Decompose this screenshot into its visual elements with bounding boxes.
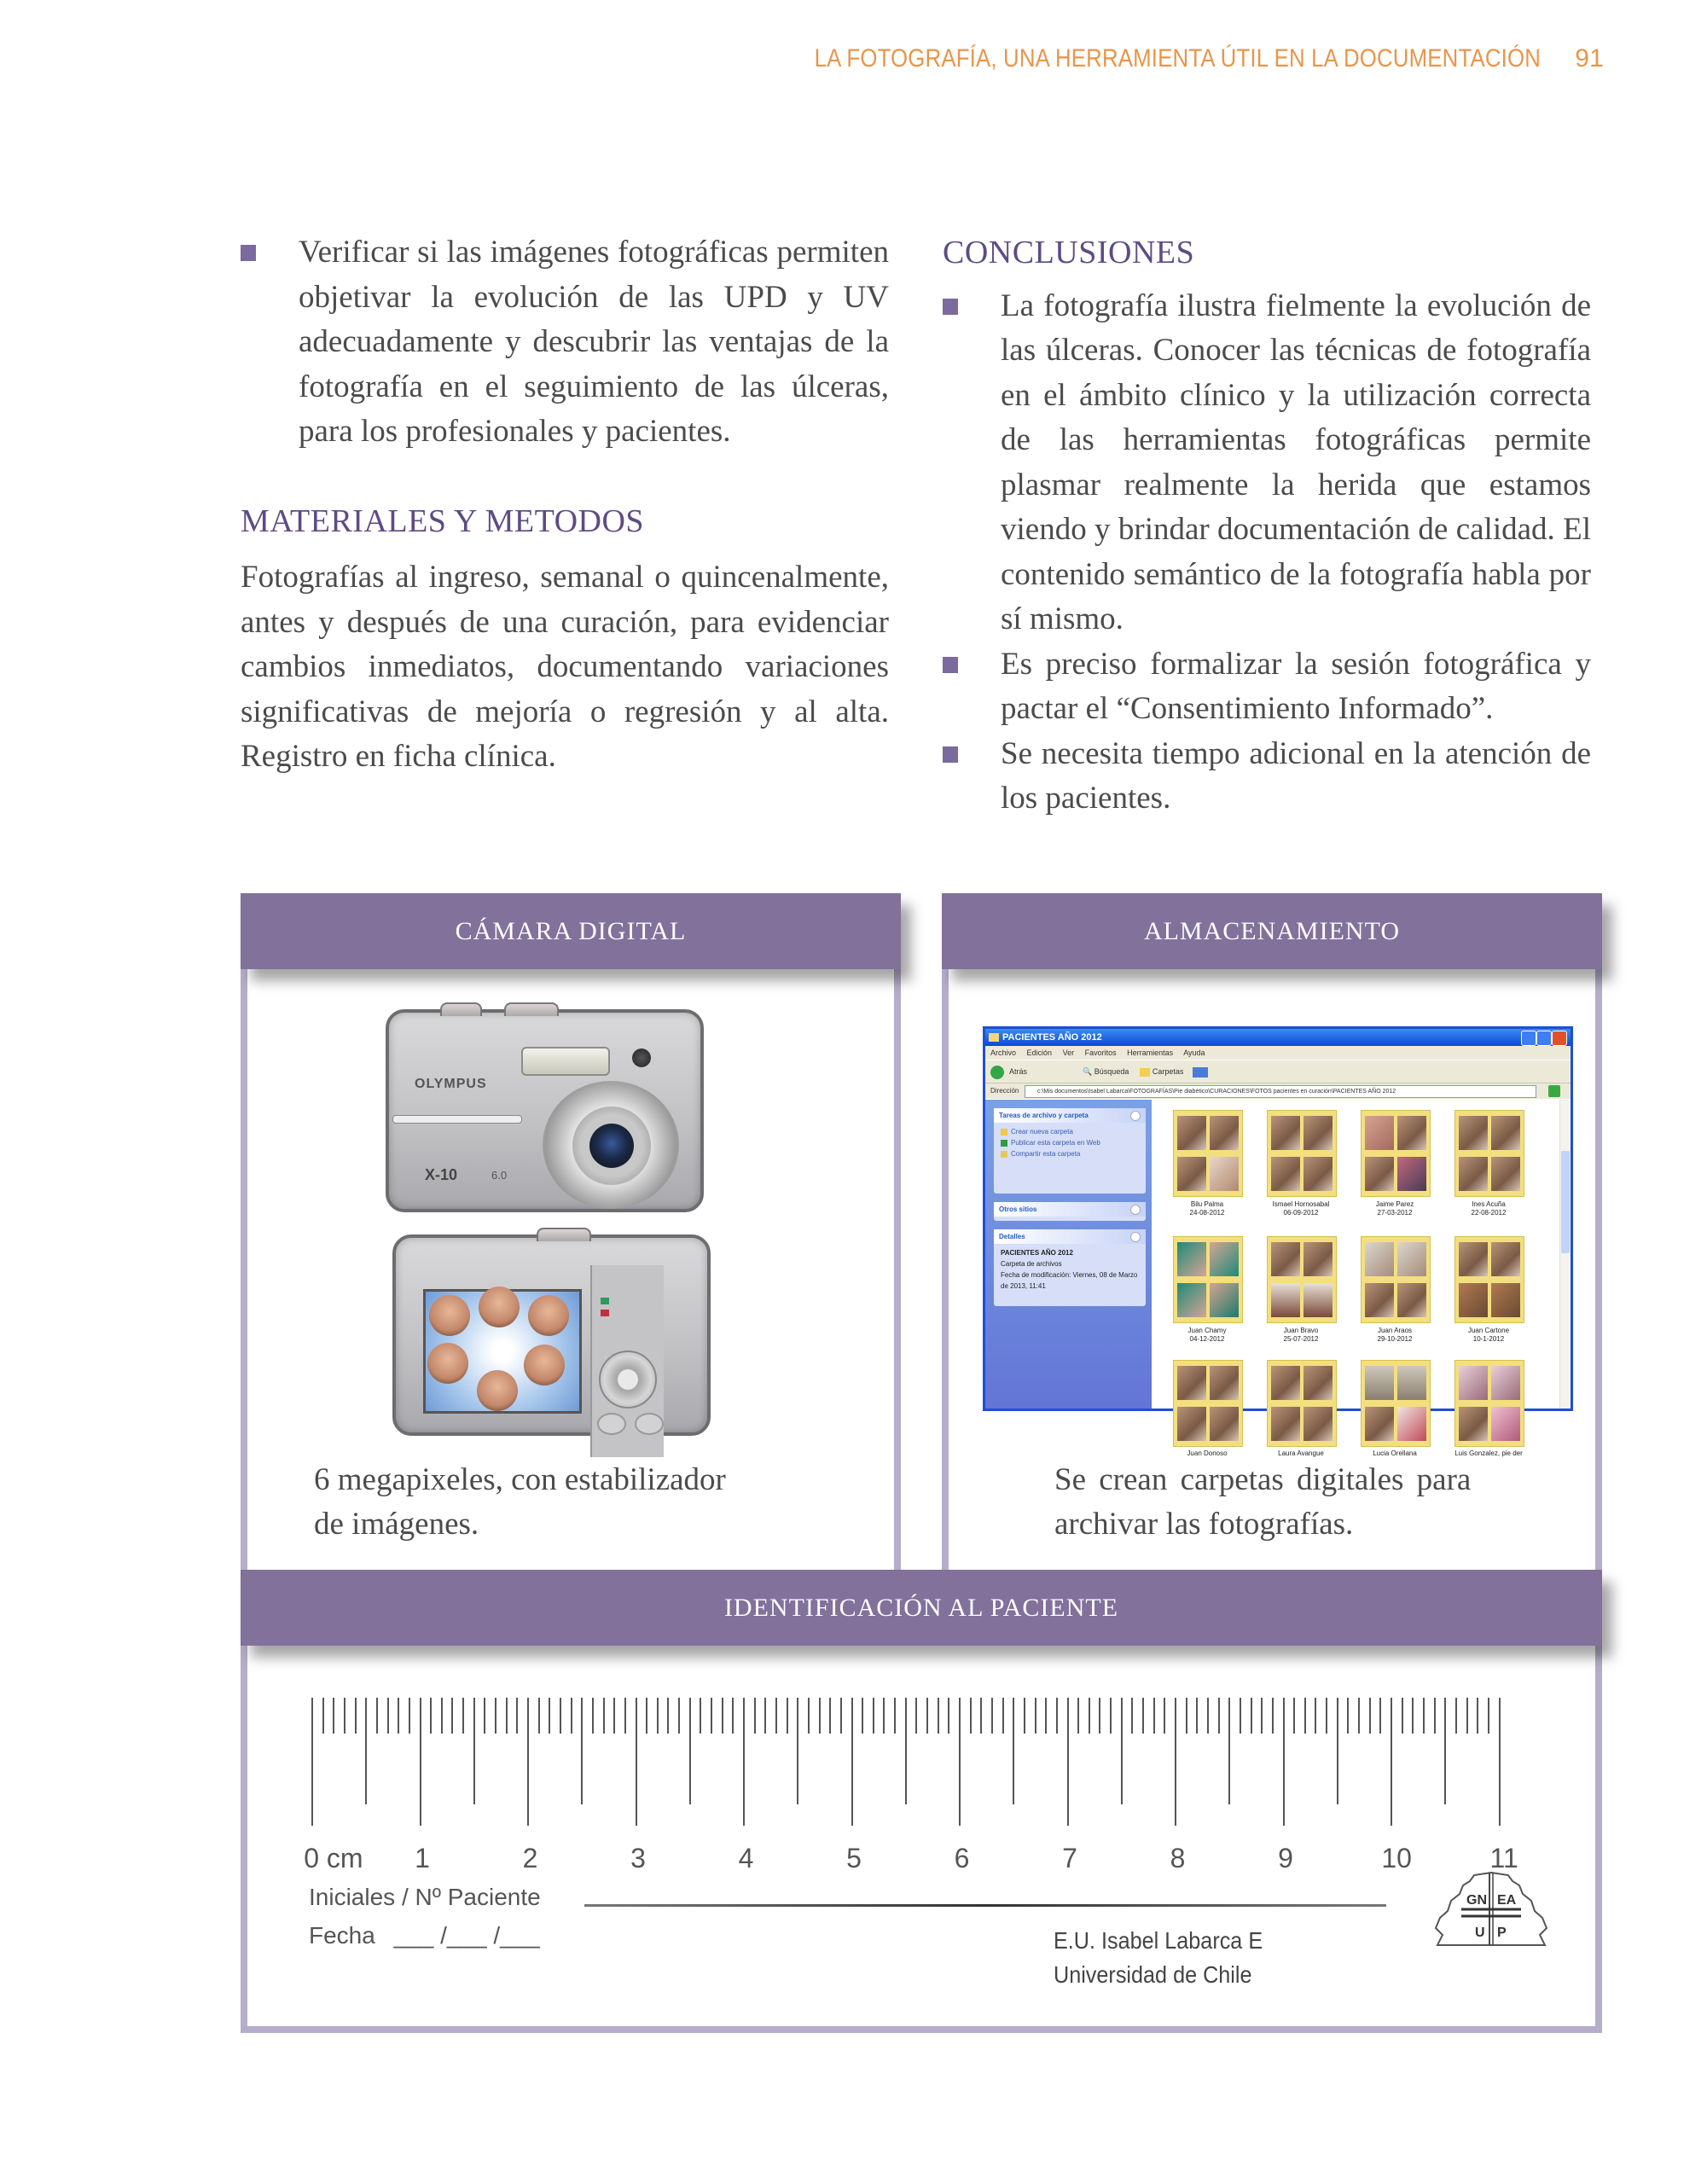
ruler-tick bbox=[1337, 1698, 1338, 1804]
ruler-tick bbox=[840, 1698, 842, 1734]
task-pane-title: Tareas de archivo y carpeta bbox=[999, 1112, 1089, 1119]
ruler-tick bbox=[484, 1698, 485, 1734]
task-pane-body bbox=[994, 1123, 1146, 1163]
page-number: 91 bbox=[1575, 44, 1604, 73]
ruler-tick bbox=[915, 1698, 917, 1734]
ruler-label: 2 bbox=[522, 1843, 538, 1873]
task-link: Crear nueva carpeta bbox=[1011, 1128, 1073, 1136]
ruler-tick bbox=[1228, 1698, 1230, 1804]
ruler-tick bbox=[1391, 1698, 1392, 1826]
ruler-tick bbox=[1056, 1698, 1058, 1734]
gnea-logo-icon bbox=[1427, 1868, 1555, 1954]
ruler-tick bbox=[1347, 1698, 1349, 1734]
camera-front-image bbox=[386, 1009, 704, 1212]
camera-box-header bbox=[241, 893, 901, 969]
chevron-up-icon bbox=[1130, 1232, 1141, 1242]
ruler-tick bbox=[560, 1698, 561, 1734]
chevron-down-icon bbox=[1130, 1205, 1141, 1215]
ruler-tick bbox=[883, 1698, 885, 1734]
ruler-tick bbox=[1110, 1698, 1112, 1734]
ruler-tick bbox=[1293, 1698, 1295, 1734]
ruler-label: 4 bbox=[738, 1843, 754, 1873]
ruler-tick bbox=[1488, 1698, 1489, 1734]
folder-thumbnail bbox=[1361, 1236, 1431, 1323]
folder-thumbnail bbox=[1454, 1360, 1524, 1447]
ruler-tick bbox=[1402, 1698, 1403, 1734]
folder-thumbnail bbox=[1173, 1236, 1243, 1323]
svg-text:P: P bbox=[1497, 1926, 1507, 1940]
folder-label: Jaime Parez 27-03-2012 bbox=[1375, 1200, 1414, 1217]
task-pane bbox=[985, 1100, 1152, 1409]
ruler-tick bbox=[1218, 1698, 1220, 1734]
ruler-tick bbox=[1369, 1698, 1371, 1734]
ruler-tick bbox=[516, 1698, 518, 1734]
task-pane-header bbox=[994, 1229, 1146, 1244]
ruler-tick bbox=[743, 1698, 745, 1826]
ruler-tick bbox=[646, 1698, 647, 1734]
folder-label: Bilu Palma 24-08-2012 bbox=[1189, 1200, 1225, 1217]
ruler-tick bbox=[603, 1698, 605, 1734]
maximize-icon bbox=[1536, 1031, 1552, 1046]
ruler-tick bbox=[851, 1698, 853, 1826]
ruler-tick bbox=[711, 1698, 712, 1734]
storage-box-title: ALMACENAMIENTO bbox=[1143, 917, 1401, 945]
vertical-scrollbar bbox=[1559, 1100, 1571, 1409]
folder-thumbnail bbox=[1173, 1110, 1243, 1197]
folder-icon bbox=[989, 1033, 999, 1042]
ruler-label: 1 bbox=[415, 1843, 430, 1873]
task-pane-title: Otros sitios bbox=[999, 1205, 1037, 1213]
ruler-tick bbox=[938, 1698, 939, 1734]
ruler-tick bbox=[819, 1698, 821, 1734]
materials-title: MATERIALES Y METODOS bbox=[241, 502, 645, 539]
ruler-tick bbox=[549, 1698, 550, 1734]
address-bar bbox=[985, 1083, 1571, 1099]
conclusion-bullet bbox=[943, 732, 1591, 822]
ruler-tick bbox=[420, 1698, 421, 1826]
ruler-tick bbox=[365, 1698, 367, 1804]
ruler-tick bbox=[1089, 1698, 1090, 1734]
identification-box-header bbox=[241, 1570, 1602, 1646]
initials-label: Iniciales / Nº Paciente bbox=[309, 1884, 541, 1910]
ruler-tick bbox=[1272, 1698, 1274, 1734]
folder-label: Lucia Orellana bbox=[1373, 1449, 1417, 1457]
folder-label: Laura Avangue bbox=[1278, 1449, 1324, 1457]
folder-thumbnail bbox=[1361, 1110, 1431, 1197]
ruler-tick bbox=[613, 1698, 615, 1734]
task-pane-title: Detalles bbox=[999, 1233, 1025, 1240]
svg-text:U: U bbox=[1475, 1926, 1485, 1940]
face-image bbox=[528, 1295, 569, 1336]
minimize-icon bbox=[1521, 1031, 1536, 1046]
running-head bbox=[0, 44, 1604, 73]
ruler-tick bbox=[1002, 1698, 1004, 1734]
ruler-tick bbox=[657, 1698, 659, 1734]
ruler-label: 3 bbox=[630, 1843, 646, 1873]
ruler-tick bbox=[948, 1698, 949, 1734]
lens-glass bbox=[589, 1124, 634, 1168]
mode-dial-icon bbox=[504, 1002, 559, 1016]
camera-box-title: CÁMARA DIGITAL bbox=[455, 917, 687, 945]
task-pane-file-tasks bbox=[994, 1108, 1146, 1194]
publish-web-icon bbox=[1001, 1140, 1007, 1147]
ruler-tick bbox=[1186, 1698, 1187, 1734]
ruler-tick bbox=[1477, 1698, 1478, 1734]
menu-item: Favoritos bbox=[1084, 1048, 1117, 1057]
dpad-icon bbox=[599, 1350, 657, 1409]
square-bullet-icon bbox=[943, 746, 958, 763]
ruler-tick bbox=[1024, 1698, 1025, 1734]
toolbar-search: Búsqueda bbox=[1094, 1067, 1129, 1076]
address-field: c:\Mis documentos\Isabel Labarca\FOTOGRAFÍAS\Pie diabético\CURACIONES\FOTOS pacientes en curación\PACIENTES AÑO 2012 bbox=[1025, 1085, 1536, 1098]
lcd-screen bbox=[423, 1289, 582, 1414]
ruler-tick bbox=[1444, 1698, 1446, 1804]
ruler-tick bbox=[926, 1698, 928, 1734]
author-signature bbox=[1054, 1924, 1263, 1992]
ruler-tick bbox=[333, 1698, 334, 1734]
ruler-tick bbox=[1499, 1698, 1501, 1826]
ruler-tick bbox=[787, 1698, 788, 1734]
running-head-title: LA FOTOGRAFÍA, UNA HERRAMIENTA ÚTIL EN LA DOCUMENTACIÓN bbox=[814, 44, 1542, 73]
ruler-tick bbox=[344, 1698, 345, 1734]
svg-text:EA: EA bbox=[1497, 1893, 1517, 1908]
ruler-tick bbox=[689, 1698, 691, 1804]
ruler-tick bbox=[1077, 1698, 1079, 1734]
ruler-tick bbox=[775, 1698, 777, 1734]
task-pane-body bbox=[994, 1244, 1146, 1295]
menu-item: Ver bbox=[1062, 1048, 1075, 1057]
ruler-tick bbox=[1131, 1698, 1133, 1734]
folder-label: Luis Gonzalez, pie der bbox=[1454, 1449, 1523, 1457]
storage-caption-line-2: archivar las fotografías. bbox=[1054, 1507, 1354, 1542]
task-link: Publicar esta carpeta en Web bbox=[1011, 1139, 1100, 1147]
ruler-tick bbox=[873, 1698, 874, 1734]
folder-grid bbox=[1156, 1100, 1559, 1457]
folder-label: Juan Bravo 25-07-2012 bbox=[1283, 1327, 1319, 1343]
ruler-tick bbox=[441, 1698, 443, 1734]
ruler-tick bbox=[624, 1698, 626, 1734]
folder-thumbnail bbox=[1454, 1236, 1524, 1323]
ruler-tick bbox=[1455, 1698, 1457, 1734]
ruler-tick bbox=[322, 1698, 324, 1734]
date-label: Fecha bbox=[309, 1922, 375, 1949]
camera-brand: OLYMPUS bbox=[415, 1077, 487, 1091]
ruler-tick bbox=[1207, 1698, 1209, 1734]
close-icon bbox=[1552, 1031, 1567, 1046]
share-folder-icon bbox=[1001, 1151, 1007, 1158]
ruler-tick bbox=[636, 1698, 637, 1826]
shutter-button-icon bbox=[440, 1002, 482, 1016]
folder-label: Ismael Hornosabal 06-09-2012 bbox=[1272, 1200, 1330, 1217]
folders-icon bbox=[1140, 1068, 1150, 1077]
task-pane-header bbox=[994, 1108, 1146, 1123]
ruler-tick bbox=[462, 1698, 464, 1734]
ruler-tick bbox=[1358, 1698, 1360, 1734]
objective-bullet bbox=[241, 230, 889, 455]
toolbar-back: Atrás bbox=[1009, 1067, 1028, 1076]
ruler-tick bbox=[398, 1698, 399, 1734]
ruler-tick bbox=[905, 1698, 907, 1804]
ruler-label: 8 bbox=[1170, 1843, 1186, 1873]
sensor-icon bbox=[632, 1048, 651, 1067]
conclusion-text: Es preciso formalizar la sesión fotográfica y pactar el “Consentimiento Informado”. bbox=[1001, 646, 1591, 726]
delete-button-icon bbox=[635, 1413, 664, 1435]
ruler-tick bbox=[1304, 1698, 1306, 1734]
ruler-tick bbox=[527, 1698, 529, 1826]
date-field bbox=[309, 1922, 540, 1949]
ruler-tick bbox=[764, 1698, 766, 1734]
objective-text: Verificar si las imágenes fotográficas permiten objetivar la evolución de las UPD y UV adecuadamente y descubrir las ventajas de la fotografía en el seguimiento de las úlceras, para los profesionales y pacientes. bbox=[299, 235, 889, 449]
menu-item: Edición bbox=[1026, 1048, 1053, 1057]
task-pane-header bbox=[994, 1202, 1146, 1217]
window-title: PACIENTES AÑO 2012 bbox=[1002, 1032, 1102, 1043]
ruler-tick bbox=[451, 1698, 453, 1734]
ruler-tick bbox=[1240, 1698, 1241, 1734]
initials-line bbox=[584, 1904, 1386, 1907]
ruler-tick bbox=[495, 1698, 496, 1734]
detail-modified: Fecha de modificación: Viernes, 08 de Marzo de 2013, 11:41 bbox=[1001, 1271, 1138, 1290]
zoom-lever-icon bbox=[537, 1228, 591, 1241]
ruler-tick bbox=[1099, 1698, 1100, 1734]
ruler-tick bbox=[1045, 1698, 1047, 1734]
toolbar bbox=[985, 1060, 1571, 1083]
conclusion-bullet bbox=[943, 284, 1591, 642]
menu-item: Archivo bbox=[990, 1048, 1017, 1057]
ruler-tick bbox=[1379, 1698, 1381, 1734]
folder-label: Juan Chamy 04-12-2012 bbox=[1187, 1327, 1227, 1343]
ruler-tick bbox=[732, 1698, 734, 1734]
folder-thumbnail bbox=[1267, 1110, 1337, 1197]
identification-box-title: IDENTIFICACIÓN AL PACIENTE bbox=[723, 1594, 1119, 1622]
storage-caption-line-1: Se crean carpetas digitales para bbox=[1054, 1462, 1472, 1497]
explorer-window-screenshot bbox=[983, 1026, 1573, 1457]
toolbar-folders: Carpetas bbox=[1152, 1067, 1184, 1076]
chevron-up-icon bbox=[1130, 1111, 1141, 1121]
ruler-tick bbox=[1121, 1698, 1123, 1804]
indicator-icon bbox=[601, 1310, 609, 1316]
storage-box-header bbox=[942, 893, 1602, 969]
ruler-label: 0 cm bbox=[304, 1843, 363, 1873]
folder-label: Juan Donoso bbox=[1187, 1449, 1228, 1457]
camera-caption-line-2: de imágenes. bbox=[314, 1507, 479, 1542]
task-link: Compartir esta carpeta bbox=[1011, 1150, 1081, 1158]
ruler-tick bbox=[754, 1698, 756, 1734]
square-bullet-icon bbox=[241, 245, 256, 261]
ruler-label: 10 bbox=[1381, 1843, 1412, 1873]
folder-thumbnail bbox=[1173, 1360, 1243, 1447]
ruler-tick bbox=[678, 1698, 680, 1734]
square-bullet-icon bbox=[943, 657, 958, 673]
scrollbar-thumb bbox=[1561, 1151, 1570, 1253]
ruler-label: 7 bbox=[1062, 1843, 1077, 1873]
ruler-tick bbox=[430, 1698, 432, 1734]
ruler-tick bbox=[311, 1698, 313, 1826]
task-pane-other-places bbox=[994, 1202, 1146, 1221]
ruler-tick bbox=[959, 1698, 961, 1826]
ruler-tick bbox=[506, 1698, 508, 1734]
storage-caption bbox=[1054, 1458, 1566, 1547]
ruler-tick bbox=[473, 1698, 475, 1804]
ruler-tick bbox=[1035, 1698, 1036, 1734]
face-image bbox=[479, 1287, 520, 1327]
ruler-tick bbox=[1434, 1698, 1436, 1734]
ruler-tick bbox=[667, 1698, 669, 1734]
ruler-tick bbox=[1164, 1698, 1165, 1734]
conclusion-bullet bbox=[943, 642, 1591, 732]
detail-type: Carpeta de archivos bbox=[1001, 1260, 1062, 1268]
flash-icon bbox=[521, 1047, 610, 1076]
folder-thumbnail bbox=[1361, 1360, 1431, 1447]
ruler-tick bbox=[409, 1698, 410, 1734]
ruler-tick bbox=[797, 1698, 798, 1804]
ruler-tick bbox=[1013, 1698, 1014, 1804]
face-image bbox=[477, 1370, 518, 1411]
ruler-tick bbox=[1466, 1698, 1468, 1734]
left-column bbox=[241, 230, 889, 780]
ruler-tick bbox=[581, 1698, 583, 1804]
camera-caption bbox=[314, 1458, 860, 1547]
conclusions-title: CONCLUSIONES bbox=[943, 235, 1195, 270]
square-bullet-icon bbox=[943, 299, 958, 315]
camera-back-image bbox=[392, 1234, 711, 1436]
ruler-tick bbox=[894, 1698, 896, 1734]
ruler-tick bbox=[829, 1698, 831, 1734]
svg-text:GN: GN bbox=[1466, 1893, 1487, 1908]
ruler-tick bbox=[1153, 1698, 1155, 1734]
ruler-tick bbox=[1251, 1698, 1252, 1734]
camera-strip bbox=[392, 1115, 522, 1124]
ruler-tick bbox=[1261, 1698, 1263, 1734]
ruler-tick bbox=[571, 1698, 572, 1734]
folder-thumbnail bbox=[1267, 1360, 1337, 1447]
ruler-tick bbox=[1326, 1698, 1327, 1734]
ruler-tick bbox=[1142, 1698, 1144, 1734]
initials-field bbox=[309, 1884, 541, 1911]
face-image bbox=[427, 1343, 468, 1384]
materials-text: Fotografías al ingreso, semanal o quincenalmente, antes y después de una curación, para evidenciar cambios inmediatos, documentando variaciones significativas de mejoría o regresión y al alta. Registro en ficha clínica. bbox=[241, 560, 889, 774]
ruler-tick bbox=[970, 1698, 972, 1734]
go-icon bbox=[1548, 1085, 1560, 1097]
menu-bar bbox=[985, 1046, 1571, 1060]
back-arrow-icon bbox=[990, 1066, 1004, 1079]
ruler-tick bbox=[808, 1698, 810, 1734]
folder-thumbnail bbox=[1267, 1236, 1337, 1323]
ruler-tick bbox=[1067, 1698, 1069, 1826]
views-icon bbox=[1193, 1067, 1208, 1077]
ruler-label: 6 bbox=[954, 1843, 970, 1873]
menu-item: Ayuda bbox=[1183, 1048, 1205, 1057]
ruler-tick bbox=[387, 1698, 389, 1734]
ruler-label: 11 bbox=[1489, 1843, 1518, 1873]
ruler-label: 5 bbox=[846, 1843, 862, 1873]
ruler-tick bbox=[700, 1698, 701, 1734]
ruler-tick bbox=[1412, 1698, 1414, 1734]
folder-thumbnail bbox=[1454, 1110, 1524, 1197]
date-placeholder: ___ /___ /___ bbox=[393, 1922, 540, 1949]
window-titlebar bbox=[985, 1029, 1571, 1046]
ruler-tick bbox=[1196, 1698, 1198, 1734]
ruler-tick bbox=[592, 1698, 594, 1734]
ruler-tick bbox=[991, 1698, 993, 1734]
conclusion-text: La fotografía ilustra fielmente la evolución de las úlceras. Conocer las técnicas de fotografía en el ámbito clínico y la utilización correcta de las herramientas fotográficas permite plasmar realmente la herida que estamos viendo y brindar documentación de calidad. El contenido semántico de la fotografía habla por sí mismo. bbox=[1001, 288, 1591, 636]
ruler-tick bbox=[1423, 1698, 1425, 1734]
right-column bbox=[943, 230, 1591, 822]
ruler-tick bbox=[355, 1698, 357, 1734]
ruler-tick bbox=[722, 1698, 723, 1734]
indicator-icon bbox=[601, 1298, 609, 1304]
author-institution: Universidad de Chile bbox=[1054, 1961, 1252, 1988]
measurement-ruler bbox=[311, 1698, 1557, 1860]
camera-model: X-10 bbox=[425, 1166, 458, 1183]
camera-caption-line-1: 6 megapixeles, con estabilizador bbox=[314, 1462, 726, 1497]
folder-label: Juan Araos 29-10-2012 bbox=[1377, 1327, 1413, 1343]
folder-label: Ines Acuña 22-08-2012 bbox=[1471, 1200, 1507, 1217]
author-name: E.U. Isabel Labarca E bbox=[1054, 1927, 1263, 1954]
ruler-label: 9 bbox=[1278, 1843, 1293, 1873]
ruler-tick bbox=[1283, 1698, 1285, 1826]
ruler-tick bbox=[862, 1698, 863, 1734]
menu-button-icon bbox=[597, 1413, 626, 1435]
detail-name: PACIENTES AÑO 2012 bbox=[1001, 1249, 1073, 1257]
ruler-tick bbox=[1315, 1698, 1316, 1734]
search-icon: 🔍 bbox=[1083, 1067, 1093, 1076]
ruler-tick bbox=[980, 1698, 982, 1734]
address-label: Dirección bbox=[990, 1087, 1019, 1095]
ruler-tick bbox=[538, 1698, 540, 1734]
task-pane-details bbox=[994, 1229, 1146, 1306]
ruler-tick bbox=[376, 1698, 378, 1734]
folder-label: Juan Cartone 10-1-2012 bbox=[1467, 1327, 1510, 1343]
face-image bbox=[429, 1295, 470, 1336]
face-image bbox=[524, 1345, 565, 1385]
new-folder-icon bbox=[1001, 1129, 1007, 1136]
megapixels-badge: 6.0 bbox=[491, 1169, 508, 1182]
conclusion-text: Se necesita tiempo adicional en la atención de los pacientes. bbox=[1001, 735, 1591, 816]
ruler-tick bbox=[1175, 1698, 1176, 1826]
menu-item: Herramientas bbox=[1127, 1048, 1174, 1057]
